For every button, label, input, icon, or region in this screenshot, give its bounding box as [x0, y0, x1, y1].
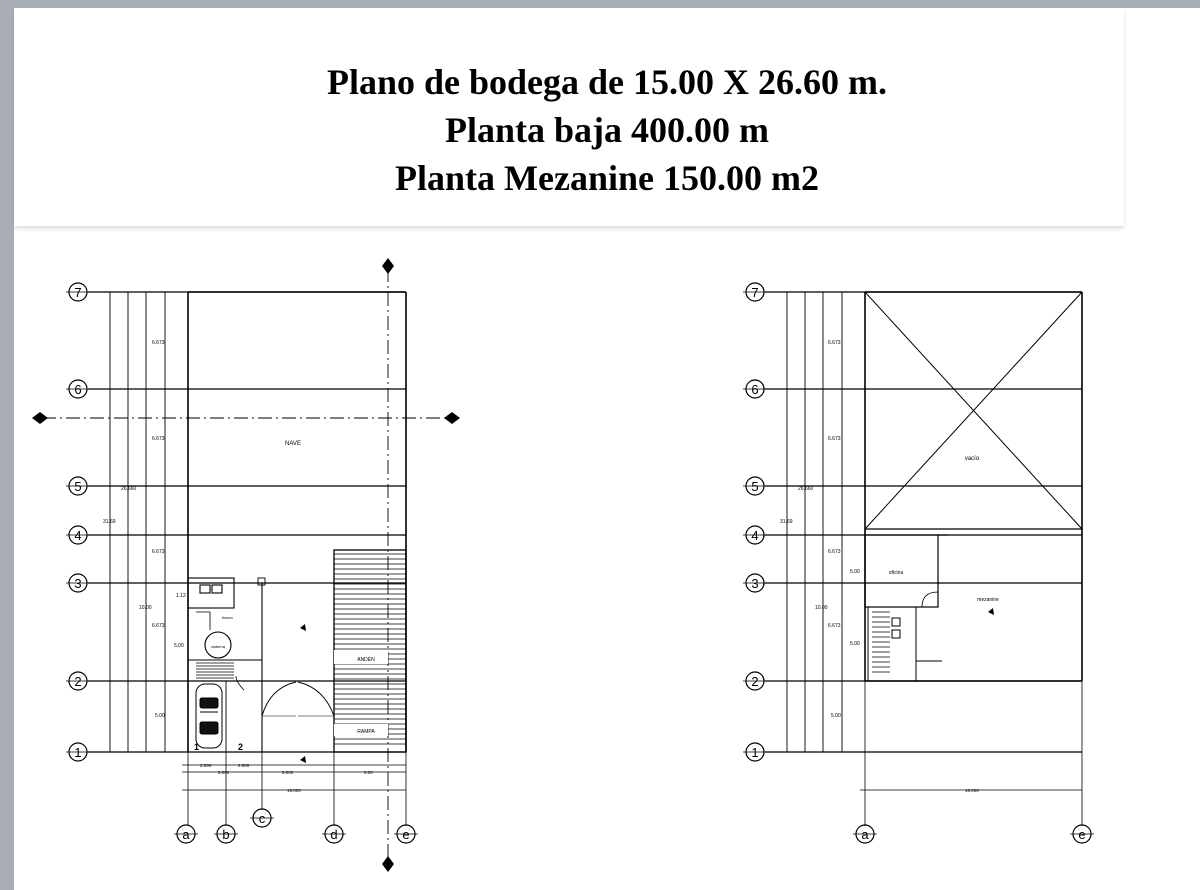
row-grid-lines — [88, 292, 406, 752]
building-outline — [188, 292, 406, 752]
axis-label: b — [222, 827, 230, 842]
left-dimension-texts — [780, 340, 860, 719]
axis-label: 4 — [751, 528, 759, 543]
axis-label: 3 — [751, 576, 759, 591]
office — [865, 535, 948, 607]
axis-label: 2 — [74, 674, 82, 689]
room-label-oficina: oficina — [888, 570, 904, 576]
parking-number: 2 — [238, 742, 244, 752]
dim-bay: 6.673 — [828, 340, 841, 346]
dim-total-outer: 31.69 — [103, 519, 116, 525]
dim-overall: 15.000 — [965, 788, 979, 793]
left-dimension-texts — [103, 340, 186, 719]
dim-bay: 6.673 — [152, 623, 165, 629]
section-marker-icon — [382, 856, 394, 872]
bottom-dimensions — [860, 681, 1082, 826]
dim-total-inner: 26.660 — [121, 486, 137, 492]
col-axis-a — [174, 825, 198, 843]
row-axis-3 — [743, 574, 767, 592]
dim-total-inner: 26.660 — [798, 486, 814, 492]
col-axis-d — [322, 825, 346, 843]
section-marker-icon — [444, 412, 460, 424]
col-axis-b — [214, 825, 238, 843]
mezzanine-plan — [743, 283, 1094, 843]
tinaco-label: tinaco — [222, 615, 233, 620]
stairs — [872, 612, 890, 672]
row-axis-2 — [743, 672, 767, 690]
row-axis-3 — [66, 574, 90, 592]
void-area — [865, 292, 1082, 529]
dim-h3: 1.12 — [176, 593, 186, 599]
title-line-1: Plano de bodega de 15.00 X 26.60 m. — [326, 62, 888, 102]
row-axis-4 — [743, 526, 767, 544]
row-axis-1 — [66, 743, 90, 761]
dim-overall: 15.000 — [287, 788, 301, 793]
room-label-nave: NAVE — [285, 441, 301, 447]
dim-h2: 5.00 — [155, 713, 165, 719]
room-label-anden: ANDÉN — [357, 657, 375, 663]
axis-label: 6 — [74, 382, 82, 397]
section-markers — [32, 258, 460, 872]
dim-bottom: 2.500 — [238, 763, 250, 768]
bottom-dimensions — [182, 765, 406, 790]
row-axis-2 — [66, 672, 90, 690]
row-axis-7 — [743, 283, 767, 301]
dim-bottom: 5.000 — [218, 770, 230, 775]
col-axis-c — [250, 809, 274, 827]
axis-label: c — [258, 811, 266, 826]
title-line-2: Planta baja 400.00 m — [445, 110, 769, 150]
axis-label: 5 — [74, 479, 82, 494]
parking-area — [194, 676, 334, 752]
room-label-rampa: RAMPA — [357, 729, 375, 735]
dim-bottom: 5.00 — [364, 770, 373, 775]
dim-h2: 5.00 — [850, 641, 860, 647]
axis-label: 7 — [74, 285, 82, 300]
level-markers — [300, 624, 306, 763]
dim-total-outer: 31.69 — [780, 519, 793, 525]
dim-h1: 10.00 — [139, 605, 152, 611]
dim-bay: 6.673 — [828, 436, 841, 442]
section-marker-icon — [32, 412, 48, 424]
row-axis-6 — [743, 380, 767, 398]
ramp-dock — [334, 550, 406, 752]
axis-label: 1 — [74, 745, 82, 760]
axis-label: 2 — [751, 674, 759, 689]
axis-label: 7 — [751, 285, 759, 300]
dim-h2: 5.00 — [831, 713, 841, 719]
axis-label: d — [330, 827, 338, 842]
axis-label: 6 — [751, 382, 759, 397]
row-axis-5 — [66, 477, 90, 495]
axis-label: a — [182, 827, 190, 842]
left-dimension-lines — [110, 292, 165, 752]
dim-bay: 6.673 — [152, 340, 165, 346]
dim-bay: 6.673 — [828, 549, 841, 555]
dim-bay: 6.673 — [152, 549, 165, 555]
axis-label: e — [402, 827, 410, 842]
row-grid-lines — [765, 292, 1082, 752]
section-lines — [42, 268, 450, 862]
col-axis-e — [394, 825, 418, 843]
axis-label: 5 — [751, 479, 759, 494]
dim-h2: 5.00 — [850, 569, 860, 575]
dim-bay: 6.673 — [152, 436, 165, 442]
level-marker-icon — [988, 608, 994, 615]
cistern-label: cisterna — [210, 644, 226, 649]
dim-bottom: 2.500 — [200, 763, 212, 768]
dim-bay: 6.673 — [828, 623, 841, 629]
col-axis-e — [1070, 825, 1094, 843]
ground-floor-plan — [32, 258, 460, 872]
title-line-3: Planta Mezanine 150.00 m2 — [395, 158, 819, 198]
row-axis-7 — [66, 283, 90, 301]
stair-bath-cluster — [868, 607, 942, 681]
axis-label: a — [861, 827, 869, 842]
room-label-mezanine: mezanine — [977, 597, 999, 603]
axis-label: e — [1078, 827, 1086, 842]
parking-number: 1 — [194, 742, 200, 752]
car-icon — [196, 684, 222, 748]
row-axis-1 — [743, 743, 767, 761]
room-label-vacio: vacío — [964, 456, 980, 462]
axis-label: 4 — [74, 528, 82, 543]
row-axis-6 — [66, 380, 90, 398]
section-marker-icon — [382, 258, 394, 274]
dim-bottom: 5.000 — [282, 770, 294, 775]
level-marker-icon — [300, 756, 306, 763]
row-axis-5 — [743, 477, 767, 495]
stairs — [196, 663, 234, 678]
left-dimension-lines — [787, 292, 842, 752]
axis-label: 3 — [74, 576, 82, 591]
row-axis-4 — [66, 526, 90, 544]
dim-h2: 5.00 — [174, 643, 184, 649]
level-marker-icon — [300, 624, 306, 631]
dim-h1: 10.00 — [815, 605, 828, 611]
axis-label: 1 — [751, 745, 759, 760]
col-axis-a — [853, 825, 877, 843]
